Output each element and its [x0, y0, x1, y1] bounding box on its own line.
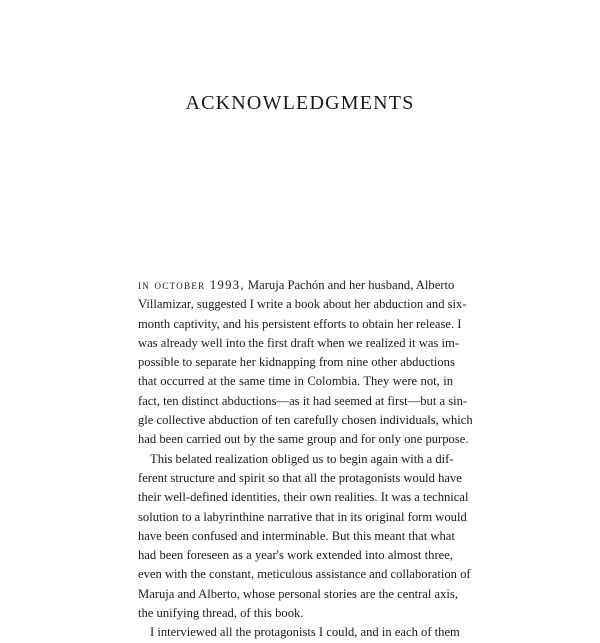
text-line	[138, 430, 469, 449]
text-line-content: month captivity, and his persistent efforts to obtain her release. I	[138, 316, 462, 331]
text-line	[138, 334, 460, 353]
text-line-content: I interviewed all the protagonists I could, and in each of them	[150, 625, 460, 640]
text-line-content: Maruja and Alberto, whose personal stories are the central axis,	[138, 586, 458, 601]
text-line	[138, 372, 453, 391]
text-line	[138, 527, 453, 546]
text-line-content: had been carried out by the same group and for only one purpose.	[138, 432, 469, 447]
text-line-content: solution to a labyrinthine narrative that in its original form would	[138, 509, 467, 524]
text-line-content: Maruja Pachón and her husband, Alberto	[244, 278, 455, 292]
text-line-content: gle collective abduction of ten carefully chosen individuals, which	[138, 413, 473, 428]
text-line	[138, 604, 453, 623]
text-line-content: even with the constant, meticulous assistance and collaboration of	[138, 567, 471, 582]
text-line	[138, 450, 453, 469]
text-line-content: that occurred at the same time in Colombia. They were not, in	[138, 374, 453, 389]
text-line-content: their well-defined identities, their own realities. It was a technical	[138, 490, 469, 505]
text-line	[138, 469, 462, 488]
text-line	[138, 353, 453, 372]
text-line	[138, 508, 467, 527]
text-line-content: the unifying thread, of this book.	[138, 606, 304, 621]
page-title: ACKNOWLEDGMENTS	[185, 92, 415, 114]
text-line-content: possible to separate her kidnapping from nine other abductions	[138, 355, 455, 370]
text-line	[138, 411, 473, 430]
text-line	[138, 295, 467, 314]
text-line-content: fact, ten distinct abductions—as it had seemed at first—but a sin-	[138, 393, 468, 408]
lead-in: in october 1993,	[138, 278, 245, 292]
body-text	[138, 276, 473, 643]
text-line	[138, 392, 468, 411]
text-line	[138, 546, 453, 565]
text-line-content: was already well into the first draft when we realized it was im-	[138, 335, 460, 350]
text-line	[138, 585, 458, 604]
text-line-content: Villamizar, suggested I write a book about her abduction and six-	[138, 297, 467, 312]
text-line	[138, 315, 462, 334]
text-line-content: This belated realization obliged us to begin again with a dif-	[150, 451, 454, 466]
text-line	[138, 488, 469, 507]
text-line-content: have been confused and interminable. But this meant that what	[138, 528, 455, 543]
text-line-content: had been foreseen as a year's work extended into almost three,	[138, 548, 453, 563]
text-line	[138, 276, 453, 295]
text-line	[138, 623, 460, 642]
text-line	[138, 565, 471, 584]
text-line-content: ferent structure and spirit so that all the protagonists would have	[138, 470, 462, 485]
